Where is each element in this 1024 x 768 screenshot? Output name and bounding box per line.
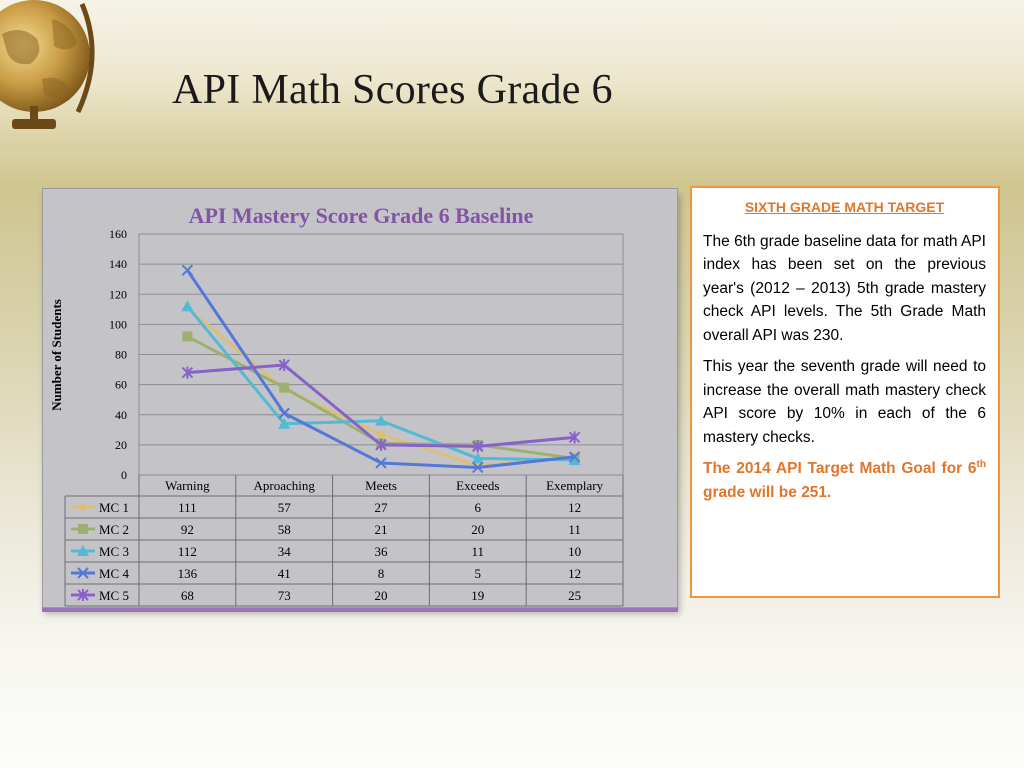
line-chart <box>43 189 679 609</box>
table-cell-value: 92 <box>180 522 194 537</box>
table-cell-value: 68 <box>180 588 194 603</box>
legend-series-name: MC 1 <box>99 500 129 515</box>
legend-marker <box>78 524 88 534</box>
y-tick-label: 0 <box>121 468 127 482</box>
table-cell-value: 11 <box>568 522 581 537</box>
table-cell-value: 19 <box>471 588 485 603</box>
x-category-label: Warning <box>165 478 210 493</box>
chart-title: API Mastery Score Grade 6 Baseline <box>188 203 534 228</box>
table-cell-value: 25 <box>568 588 582 603</box>
legend-series-name: MC 5 <box>99 588 129 603</box>
table-cell-value: 73 <box>277 588 291 603</box>
target-paragraph-1: The 6th grade baseline data for math API index has been set on the previous year's (2012 – 2013) 5th grade mastery check API levels. The 5th Grade Math overall API was 230. <box>703 232 986 344</box>
x-category-label: Meets <box>365 478 397 493</box>
table-cell-value: 6 <box>474 500 482 515</box>
x-category-label: Aproaching <box>253 478 315 493</box>
data-point-mc-3 <box>181 300 193 311</box>
table-cell-value: 111 <box>178 500 197 515</box>
x-category-label: Exemplary <box>546 478 604 493</box>
target-goal-part1: The 2014 API Target Math Goal for 6 <box>703 460 977 477</box>
legend-key <box>71 545 95 556</box>
legend-key <box>71 589 95 601</box>
y-tick-label: 140 <box>109 257 127 272</box>
table-cell-value: 10 <box>568 544 582 559</box>
table-cell-value: 11 <box>471 544 485 559</box>
table-cell-value: 57 <box>277 500 291 515</box>
y-tick-label: 40 <box>115 407 127 422</box>
target-heading: SIXTH GRADE MATH TARGET <box>744 199 945 215</box>
table-cell-value: 112 <box>177 544 197 559</box>
table-cell-value: 20 <box>374 588 388 603</box>
table-cell-value: 8 <box>377 566 385 581</box>
table-cell-value: 21 <box>374 522 388 537</box>
data-point-mc-4 <box>182 265 192 275</box>
globe-icon <box>0 0 102 144</box>
y-axis-label: Number of Students <box>49 299 64 411</box>
table-cell-value: 12 <box>568 500 582 515</box>
data-point-mc-2 <box>279 383 289 393</box>
y-tick-label: 120 <box>109 287 127 302</box>
y-tick-label: 160 <box>109 227 127 241</box>
table-cell-value: 20 <box>471 522 485 537</box>
target-text-box <box>690 186 1000 598</box>
y-tick-label: 100 <box>109 317 127 332</box>
table-cell-value: 41 <box>277 566 291 581</box>
y-tick-label: 20 <box>115 437 127 452</box>
table-cell-value: 36 <box>374 544 388 559</box>
y-tick-label: 80 <box>115 347 127 362</box>
legend-series-name: MC 4 <box>99 566 129 581</box>
table-cell-value: 34 <box>277 544 291 559</box>
table-cell-value: 5 <box>474 566 482 581</box>
data-point-mc-1 <box>376 429 386 439</box>
target-goal-part2: grade will be 251. <box>703 483 832 501</box>
y-tick-label: 60 <box>115 377 127 392</box>
target-goal-sup: th <box>976 458 986 470</box>
table-cell-value: 27 <box>374 500 388 515</box>
legend-marker <box>78 502 88 512</box>
x-category-label: Exceeds <box>456 478 500 493</box>
legend-key <box>71 502 95 512</box>
data-point-mc-4 <box>279 408 289 418</box>
data-point-mc-2 <box>182 331 192 341</box>
target-goal <box>703 457 986 504</box>
target-paragraph-2: This year the seventh grade will need to increase the overall math mastery check API score by 10% in each of the 6 mastery checks. <box>703 358 986 446</box>
slide-title: API Math Scores Grade 6 <box>172 67 613 113</box>
table-cell-value: 136 <box>177 566 198 581</box>
legend-key <box>71 524 95 534</box>
legend-series-name: MC 3 <box>99 544 129 559</box>
legend-key <box>71 568 95 578</box>
chart-panel <box>42 188 678 608</box>
table-cell-value: 58 <box>277 522 291 537</box>
table-cell-value: 12 <box>568 566 582 581</box>
legend-series-name: MC 2 <box>99 522 129 537</box>
